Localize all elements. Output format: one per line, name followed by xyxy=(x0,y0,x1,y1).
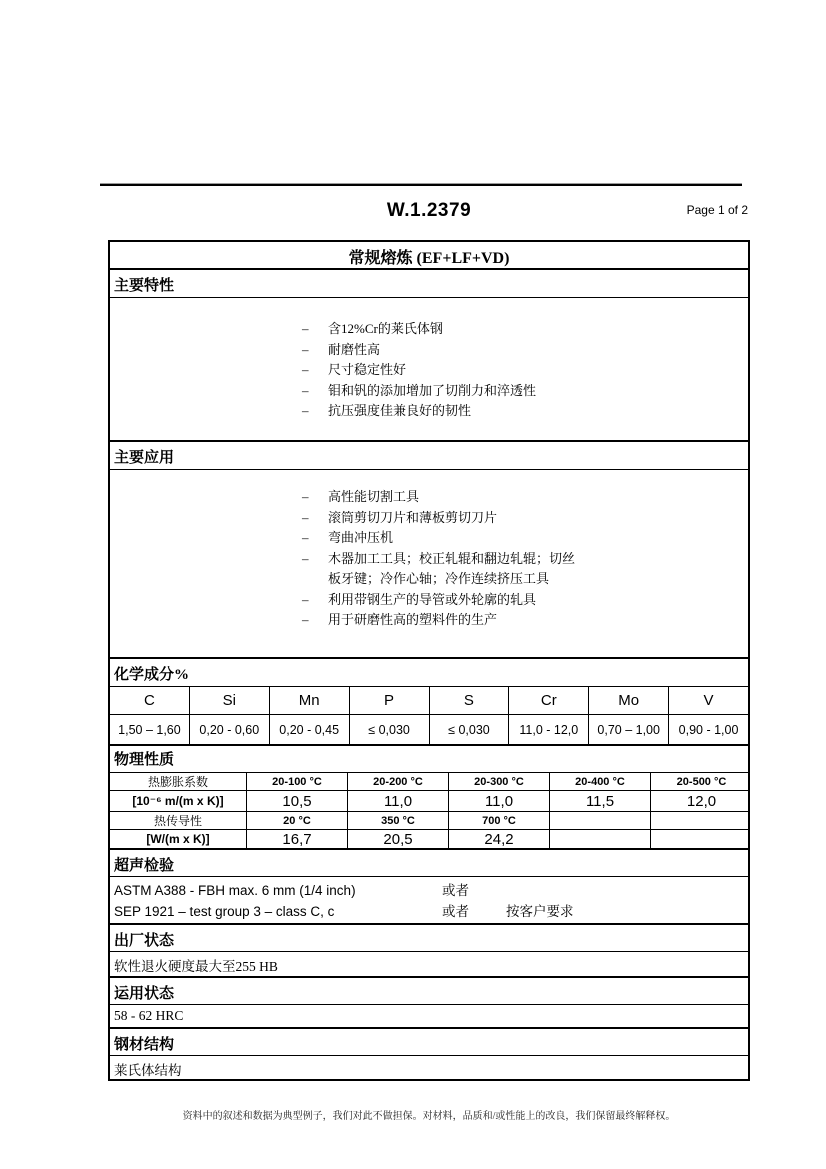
applications-body xyxy=(110,470,748,659)
phys-row-label: 热膨胀系数 xyxy=(110,773,247,790)
section-header-characteristics: 主要特性 xyxy=(110,270,748,298)
phys-cell: 20,5 xyxy=(348,830,449,848)
chem-value-cell: 0,20 - 0,45 xyxy=(270,715,350,744)
phys-row-label: [W/(m x K)] xyxy=(110,830,247,848)
characteristic-text: 耐磨性高 xyxy=(328,341,381,357)
phys-cell: 350 °C xyxy=(348,812,449,829)
characteristic-text: 尺寸稳定性好 xyxy=(328,362,407,377)
bullet-item xyxy=(302,487,748,508)
chem-value-cell: 1,50 – 1,60 xyxy=(110,715,190,744)
bullet-item xyxy=(302,401,748,422)
characteristic-text: 抗压强度佳兼良好的韧性 xyxy=(328,403,472,418)
header-divider-rule xyxy=(100,183,742,186)
bullet-marker: – xyxy=(302,550,309,566)
characteristic-text: 含12%Cr的莱氏体钢 xyxy=(328,321,443,336)
customer-note: 按客户要求 xyxy=(506,904,574,919)
bullet-item xyxy=(302,360,748,381)
phys-cell xyxy=(550,812,651,829)
bullet-marker: – xyxy=(302,509,309,525)
bullet-item xyxy=(302,528,748,549)
physical-row-expansion-values xyxy=(110,791,748,812)
phys-cell: 11,0 xyxy=(348,791,449,811)
phys-cell: 20-200 °C xyxy=(348,773,449,790)
application-text: 木器加工工具；校正轧辊和翻边轧辊；切丝板牙键；冷作心轴；冷作连续挤压工具 xyxy=(328,550,576,586)
application-text: 利用带钢生产的导管或外轮廓的轧具 xyxy=(328,591,537,607)
chem-col-header: Mn xyxy=(270,687,350,714)
doc-number: W.1.2379 xyxy=(386,200,472,221)
chemistry-header-row xyxy=(110,687,748,715)
chem-value-cell: 11,0 - 12,0 xyxy=(509,715,589,744)
chem-col-header: S xyxy=(430,687,510,714)
application-text: 用于研磨性高的塑料件的生产 xyxy=(328,612,498,627)
section-header-chemistry: 化学成分% xyxy=(110,659,748,687)
phys-cell: 700 °C xyxy=(449,812,550,829)
section-header-delivery: 出厂状态 xyxy=(110,925,748,952)
chem-value-cell: ≤ 0,030 xyxy=(350,715,430,744)
footer-disclaimer: 资料中的叙述和数据为典型例子，我们对此不做担保。对材料，品质和/或性能上的改良，我们保留最终解释权。 xyxy=(182,1111,676,1122)
chem-value-cell: 0,90 - 1,00 xyxy=(678,722,739,737)
section-header-ultrasonic: 超声检验 xyxy=(110,850,748,877)
chem-value-cell: 0,70 – 1,00 xyxy=(589,715,669,744)
bullet-marker: – xyxy=(302,530,309,545)
bullet-marker: – xyxy=(302,321,309,336)
or-label: 或者 xyxy=(442,883,469,898)
chem-col-header: C xyxy=(110,687,190,714)
section-header-physical: 物理性质 xyxy=(110,746,748,773)
application-text: 弯曲冲压机 xyxy=(328,530,394,545)
phys-row-label: [10⁻⁶ m/(m x K)] xyxy=(110,791,247,811)
physical-row-conductivity-values xyxy=(110,830,748,850)
characteristic-text: 钼和钒的添加增加了切削力和淬透性 xyxy=(328,382,537,398)
bullet-item xyxy=(302,590,748,611)
chem-col-header: V xyxy=(703,692,714,709)
datasheet-table xyxy=(108,240,750,1081)
section-header-service: 运用状态 xyxy=(110,978,748,1005)
chem-value-cell: 0,20 - 0,60 xyxy=(190,715,270,744)
bullet-marker: – xyxy=(302,362,309,377)
bullet-marker: – xyxy=(302,612,309,627)
hardness-value: 58 - 62 HRC xyxy=(110,1005,748,1029)
phys-cell: 11,0 xyxy=(449,791,550,811)
delivery-value: 软性退火硬度最大至255 HB xyxy=(110,952,748,978)
phys-cell: 20-400 °C xyxy=(550,773,651,790)
phys-cell: 20-300 °C xyxy=(449,773,550,790)
application-text: 滚筒剪切刀片和薄板剪切刀片 xyxy=(328,509,498,525)
or-label: 或者 xyxy=(442,904,469,919)
chem-col-header: Mo xyxy=(589,687,669,714)
physical-row-expansion-temps xyxy=(110,773,748,791)
bullet-item xyxy=(302,319,748,340)
bullet-item xyxy=(302,381,748,402)
phys-cell xyxy=(550,830,651,848)
phys-cell xyxy=(651,812,748,829)
phys-cell xyxy=(651,830,748,848)
bullet-item xyxy=(302,549,748,590)
page-indicator: Page 1 of 2 xyxy=(686,203,748,217)
phys-cell: 12,0 xyxy=(686,792,717,810)
phys-cell: 20-100 °C xyxy=(247,773,348,790)
chem-col-header: P xyxy=(350,687,430,714)
ultrasonic-standard: ASTM A388 - FBH max. 6 mm (1/4 inch) xyxy=(114,883,356,898)
bullet-item xyxy=(302,508,748,529)
ultrasonic-line xyxy=(114,880,748,901)
bullet-marker: – xyxy=(302,591,309,607)
chem-col-header: Si xyxy=(190,687,270,714)
title-banner: 常规熔炼 (EF+LF+VD) xyxy=(110,242,748,270)
bullet-marker: – xyxy=(302,403,309,418)
bullet-item xyxy=(302,610,748,631)
bullet-marker: – xyxy=(302,489,309,504)
phys-cell: 16,7 xyxy=(247,830,348,848)
bullet-marker: – xyxy=(302,382,309,398)
phys-cell: 20-500 °C xyxy=(676,775,727,788)
characteristics-body xyxy=(110,298,748,442)
phys-cell: 20 °C xyxy=(247,812,348,829)
ultrasonic-body xyxy=(110,877,748,925)
bullet-item xyxy=(302,340,748,361)
phys-cell: 10,5 xyxy=(247,791,348,811)
section-header-structure: 钢材结构 xyxy=(110,1029,748,1056)
ultrasonic-standard: SEP 1921 – test group 3 – class C, c xyxy=(114,904,335,919)
section-header-applications: 主要应用 xyxy=(110,442,748,470)
structure-value: 莱氏体结构 xyxy=(114,1063,182,1078)
chem-col-header: Cr xyxy=(509,687,589,714)
bullet-marker: – xyxy=(302,341,309,357)
phys-cell: 11,5 xyxy=(550,791,651,811)
application-text: 高性能切割工具 xyxy=(328,489,420,504)
physical-row-conductivity-temps xyxy=(110,812,748,830)
chem-value-cell: ≤ 0,030 xyxy=(430,715,510,744)
ultrasonic-line xyxy=(114,901,748,922)
phys-cell: 24,2 xyxy=(449,830,550,848)
phys-row-label: 热传导性 xyxy=(110,812,247,829)
chemistry-values-row xyxy=(110,715,748,746)
